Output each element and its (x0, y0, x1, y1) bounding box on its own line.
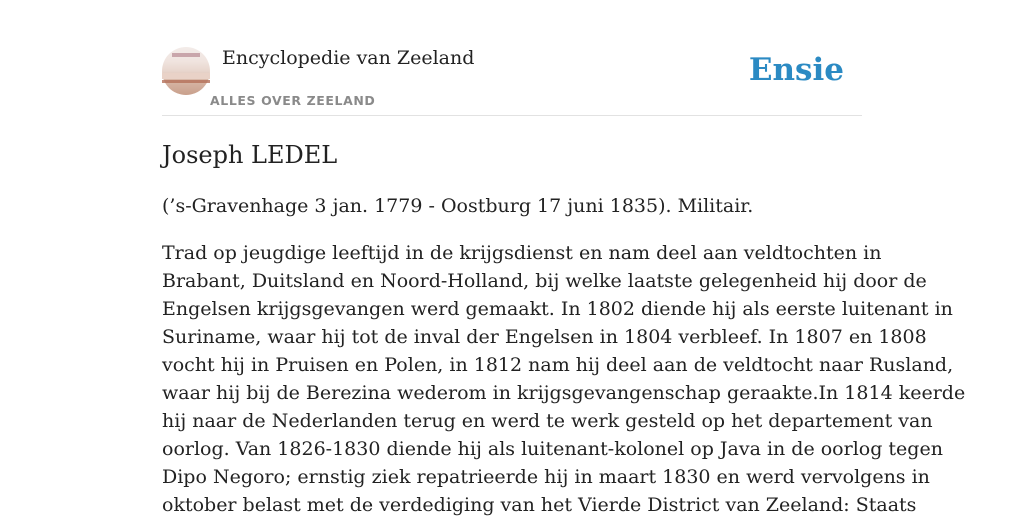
site-title-link[interactable]: Encyclopedie van Zeeland (222, 47, 475, 69)
ensie-brand-logo[interactable]: Ensie (748, 52, 844, 88)
logo-detail (172, 53, 200, 57)
logo-detail (162, 73, 210, 79)
body-line: vocht hij in Pruisen en Polen, in 1812 nam hij deel aan de veldtocht naar Rusland, (162, 354, 954, 376)
article-lead: (’s-Gravenhage 3 jan. 1779 - Oostburg 17 juni 1835). Militair. (162, 195, 754, 217)
body-line: waar hij bij de Berezina wederom in krijgsgevangenschap geraakte.In 1814 keerde (162, 382, 966, 404)
site-header (162, 0, 862, 116)
body-line: oorlog. Van 1826-1830 diende hij als luitenant-kolonel op Java in de oorlog tegen (162, 438, 943, 460)
article-title: Joseph LEDEL (162, 141, 338, 169)
body-line: oktober belast met de verdediging van het Vierde District van Zeeland: Staats (162, 494, 917, 516)
article-body (162, 239, 966, 519)
body-line: Dipo Negoro; ernstig ziek repatrieerde hij in maart 1830 en werd vervolgens in (162, 466, 930, 488)
site-tagline: ALLES OVER ZEELAND (210, 93, 376, 108)
body-line: hij naar de Nederlanden terug en werd te werk gesteld op het departement van (162, 410, 933, 432)
body-line: Suriname, waar hij tot de inval der Engelsen in 1804 verbleef. In 1807 en 1808 (162, 326, 927, 348)
body-line: Engelsen krijgsgevangen werd gemaakt. In 1802 diende hij als eerste luitenant in (162, 298, 953, 320)
body-line: Brabant, Duitsland en Noord-Holland, bij welke laatste gelegenheid hij door de (162, 270, 927, 292)
site-logo-avatar[interactable] (162, 47, 210, 95)
body-line: Trad op jeugdige leeftijd in de krijgsdienst en nam deel aan veldtochten in (162, 242, 882, 264)
page (162, 0, 966, 516)
logo-detail (162, 80, 210, 83)
